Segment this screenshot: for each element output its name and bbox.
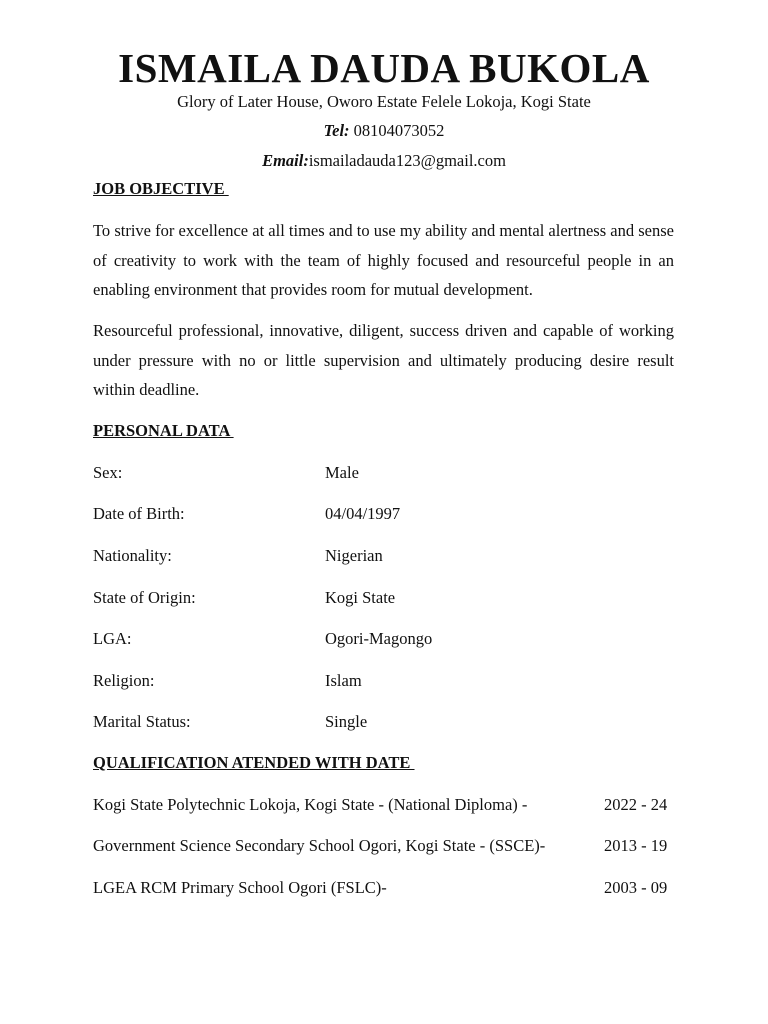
personal-label: Marital Status: (93, 712, 191, 731)
phone-value: 08104073052 (349, 121, 445, 140)
qualification-years: 2013 - 19 (604, 836, 668, 855)
qualification-years: 2003 - 09 (604, 878, 668, 897)
qualification-institution: Government Science Secondary School Ogori, Kogi State - (SSCE)- (93, 836, 546, 855)
personal-label: Nationality: (93, 546, 172, 565)
objective-paragraph-1: To strive for excellence at all times and to use my ability and mental alertness and sense of creativity to work with the team of highly focused and resourceful people in an enabling environment that provides room for mutual development. (93, 221, 674, 299)
personal-value: Ogori-Magongo (325, 629, 433, 648)
objective-paragraph-2: Resourceful professional, innovative, diligent, success driven and capable of working under pressure with no or little supervision and ultimately producing desire result within deadline. (93, 321, 674, 399)
personal-data-heading: PERSONAL DATA (93, 421, 234, 440)
qualification-institution: LGEA RCM Primary School Ogori (FSLC)- (93, 878, 387, 897)
candidate-name: ISMAILA DAUDA BUKOLA (118, 45, 650, 91)
personal-label: Sex: (93, 463, 123, 482)
email-value: ismailadauda123@gmail.com (308, 151, 506, 170)
qualification-years: 2022 - 24 (604, 795, 668, 814)
personal-label: LGA: (93, 629, 132, 648)
email-line (0, 151, 768, 171)
qualifications-heading: QUALIFICATION ATENDED WITH DATE (93, 753, 415, 772)
job-objective-heading: JOB OBJECTIVE (93, 179, 229, 198)
phone-label: Tel: (323, 121, 350, 140)
personal-label: Date of Birth: (93, 504, 185, 523)
personal-value: Islam (325, 671, 362, 690)
personal-value: Single (325, 712, 368, 731)
qualification-institution: Kogi State Polytechnic Lokoja, Kogi State - (National Diploma) - (93, 795, 528, 814)
personal-value: Kogi State (325, 588, 396, 607)
personal-value: Male (325, 463, 359, 482)
personal-value: 04/04/1997 (325, 504, 401, 523)
personal-label: Religion: (93, 671, 155, 690)
email-label: Email: (262, 151, 309, 170)
personal-value: Nigerian (325, 546, 383, 565)
address-line: Glory of Later House, Oworo Estate Felele Lokoja, Kogi State (177, 92, 591, 111)
phone-line (0, 121, 768, 141)
personal-label: State of Origin: (93, 588, 196, 607)
